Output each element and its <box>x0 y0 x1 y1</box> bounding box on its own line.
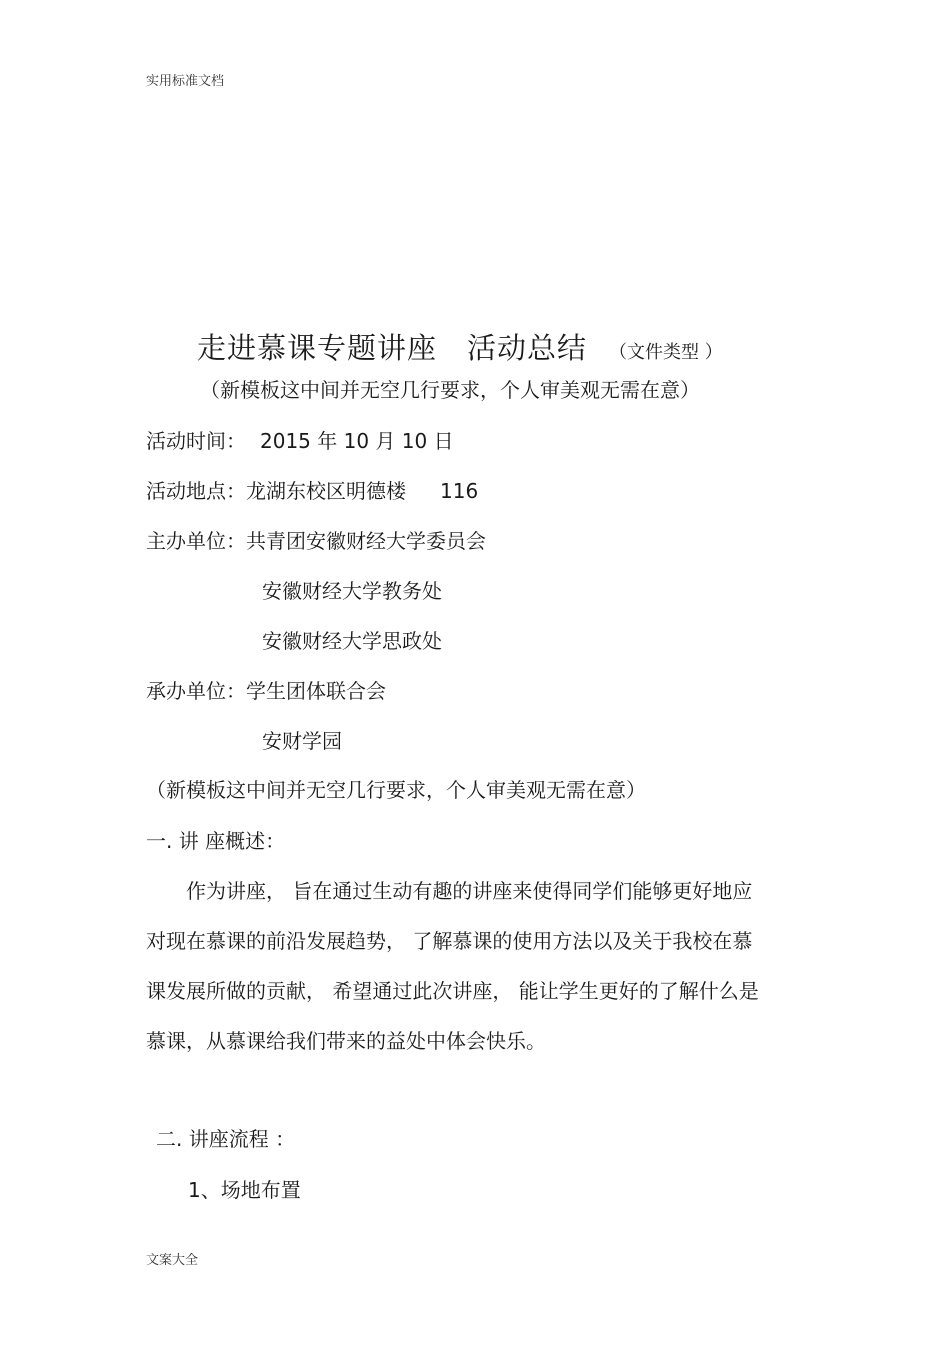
info-time-row <box>146 427 454 455</box>
template-note-1: （新模板这中间并无空几行要求，个人审美观无需在意） <box>200 378 700 402</box>
section2-item-1: 1、场地布置 <box>188 1178 301 1202</box>
section2-heading: 二. 讲座流程 ： <box>156 1127 296 1151</box>
host-value-3: 安徽财经大学思政处 <box>262 629 442 653</box>
section1-heading: 一. 讲 座概述： <box>146 829 286 853</box>
organizer-label: 承办单位： <box>146 679 246 703</box>
section1-paragraph-line-2: 对现在慕课的前沿发展趋势， 了解慕课的使用方法以及关于我校在慕 <box>146 929 753 953</box>
info-host-row <box>146 527 486 555</box>
header-doc-tag: 实用标准文档 <box>146 74 225 89</box>
host-label: 主办单位： <box>146 529 246 553</box>
time-value: 2015 年 10 月 10 日 <box>260 429 454 453</box>
section1-paragraph-line-4: 慕课，从慕课给我们带来的益处中体会快乐。 <box>146 1029 546 1053</box>
section1-paragraph-line-3: 课发展所做的贡献， 希望通过此次讲座， 能让学生更好的了解什么是 <box>146 979 759 1003</box>
place-value: 龙湖东校区明德楼 <box>246 479 406 503</box>
info-organizer-row <box>146 677 386 705</box>
footer-doc-tag: 文案大全 <box>146 1253 199 1268</box>
host-value-2: 安徽财经大学教务处 <box>262 579 442 603</box>
title-sub: 活动总结 <box>467 331 588 365</box>
organizer-value-1: 学生团体联合会 <box>246 679 386 703</box>
host-value-1: 共青团安徽财经大学委员会 <box>246 529 486 553</box>
title-main: 走进慕课专题讲座 <box>197 331 438 365</box>
place-label: 活动地点： <box>146 479 246 503</box>
template-note-2: （新模板这中间并无空几行要求，个人审美观无需在意） <box>146 778 646 802</box>
title-tag: （文件类型 ） <box>609 342 723 363</box>
organizer-value-2: 安财学园 <box>262 729 342 753</box>
info-place-row <box>146 477 478 505</box>
place-room: 116 <box>440 479 479 503</box>
time-label: 活动时间： <box>146 429 246 453</box>
section1-paragraph-line-1: 作为讲座， 旨在通过生动有趣的讲座来使得同学们能够更好地应 <box>186 879 753 903</box>
document-title <box>197 326 723 367</box>
